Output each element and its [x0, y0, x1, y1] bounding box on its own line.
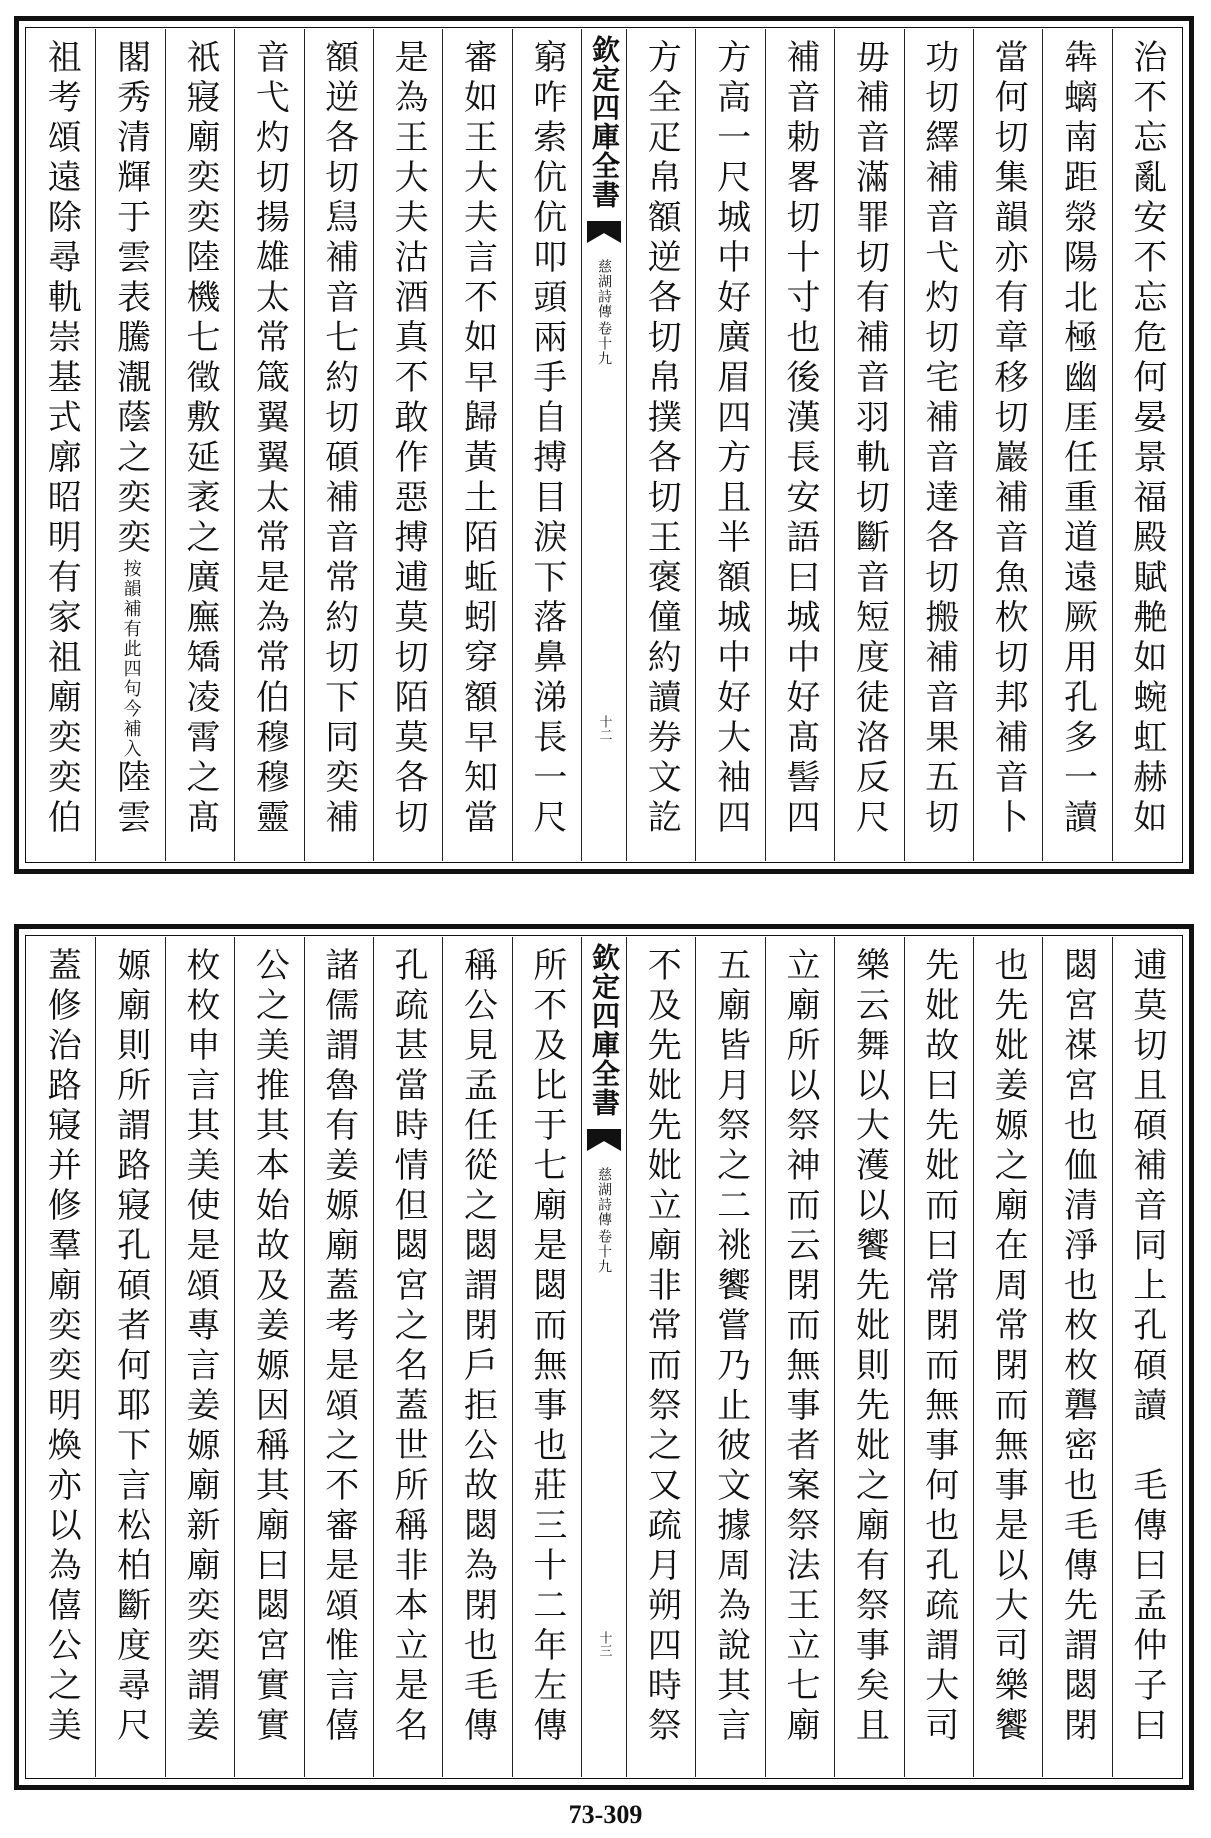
upper-page-columns	[27, 29, 1181, 861]
text-column: 治不忘亂安不忘危何晏景福殿賦艴如蜿虹赫如	[1112, 29, 1181, 861]
text-column: 枚枚申言其美使是頌專言姜嫄廟新廟奕奕謂姜	[165, 937, 234, 1777]
text-column: 不及先妣先妣立廟非常而祭之又疏月朔四時祭	[626, 937, 695, 1777]
text-column: 功切繹補音弋灼切宅補音達各切搬補音果五切	[904, 29, 973, 861]
text-column: 閟宮禖宮也侐清淨也枚枚礱密也毛傳先謂閟閉	[1042, 937, 1111, 1777]
book-title: 欽定四庫全書	[588, 35, 621, 209]
text-column: 稱公見孟任從之閟謂閉戶拒公故閟為閉也毛傳	[442, 937, 511, 1777]
text-column: 蓋修治路寢并修羣廟奕奕明煥亦以為僖公之美	[41, 947, 82, 1747]
text-column: 方全疋帛額逆各切帛撲各切王褒僮約讀券文訖	[626, 29, 695, 861]
fishtail-mark	[587, 221, 621, 243]
page-number: 73-309	[568, 1800, 643, 1829]
text-column: 當何切集韻亦有章移切巖補音魚杴切邦補音卜	[973, 29, 1042, 861]
text-column: 祖考頌遠除尋軌崇基式廓昭明有家祖廟奕奕伯	[41, 39, 82, 839]
text-column: 音弋灼切揚雄太常箴翼翼太常是為常伯穆穆靈	[234, 29, 303, 861]
text-column: 補音勅畧切十寸也後漢長安語曰城中好髙髻四	[765, 29, 834, 861]
fishtail-mark	[587, 1129, 621, 1151]
column-main-text: 閣秀清輝于雲表騰㵾蔭之奕奕	[110, 39, 151, 559]
book-title: 欽定四庫全書	[588, 943, 621, 1117]
text-column: 五廟皆月祭之二祧饗嘗乃止彼文據周為說其言	[695, 937, 764, 1777]
text-column: 諸儒謂魯有姜嫄廟蓋考是頌之不審是頌惟言僖	[304, 937, 373, 1777]
text-column: 也先妣姜嫄之廟在周常閉而無事是以大司樂饗	[973, 937, 1042, 1777]
running-title	[594, 1167, 614, 1274]
text-column: 先妣故曰先妣而曰常閉而無事何也孔疏謂大司	[904, 937, 973, 1777]
volume-label: 卷十九	[596, 321, 612, 366]
lower-page-columns	[27, 937, 1181, 1777]
text-column: 毋補音滿罪切有補音羽軌切斷音短度徒洛反尺	[834, 29, 903, 861]
text-column: 祇寢廟奕奕陸機七徵敷延袤之廣廡矯凌霄之髙	[165, 29, 234, 861]
upper-page	[14, 16, 1194, 874]
text-column: 公之美推其本始故及姜嫄因稱其廟曰閟宮實實	[234, 937, 303, 1777]
running-title-text: 慈湖詩傳	[596, 1167, 612, 1227]
text-column: 所不及比于七廟是閟而無事也莊三十二年左傳	[512, 937, 581, 1777]
leaf-number: 十二	[596, 715, 612, 741]
text-column: 逋莫切且碩補音同上孔碩讀 毛傳曰孟仲子曰	[1112, 937, 1181, 1777]
text-column: 立廟所以祭神而云閉而無事者案祭法王立七廟	[765, 937, 834, 1777]
text-column: 審如王大夫言不如早歸黃土陌蚯蚓穿額早知當	[442, 29, 511, 861]
center-fold	[581, 937, 626, 1777]
editorial-note: 按韻補有此四句今補入	[120, 559, 142, 759]
lower-page	[14, 924, 1194, 1790]
volume-label: 卷十九	[596, 1229, 612, 1274]
text-column-with-note	[95, 29, 164, 861]
text-column: 窮咋索伉伉叩頭兩手自搏目淚下落鼻涕長一尺	[512, 29, 581, 861]
text-column: 樂云舞以大濩以饗先妣則先妣之廟有祭事矣且	[834, 937, 903, 1777]
text-column: 方高一尺城中好廣眉四方且半額城中好大袖四	[695, 29, 764, 861]
center-fold	[581, 29, 626, 861]
text-column: 是為王大夫沽酒真不敢作惡搏逋莫切陌莫各切	[373, 29, 442, 861]
text-column: 孔疏甚當時情但閟宮之名蓋世所稱非本立是名	[373, 937, 442, 1777]
leaf-number: 十三	[596, 1631, 612, 1657]
column-tail-text: 陸雲	[110, 759, 151, 839]
running-title	[594, 259, 614, 366]
text-column: 額逆各切舃補音七約切碩補音常約切下同奕補	[304, 29, 373, 861]
text-column: 嫄廟則所謂路寢孔碩者何耶下言松柏斷度尋尺	[95, 937, 164, 1777]
running-title-text: 慈湖詩傳	[596, 259, 612, 319]
text-column: 犇螭南距滎陽北極幽厓任重道遠厥用孔多一讀	[1042, 29, 1111, 861]
